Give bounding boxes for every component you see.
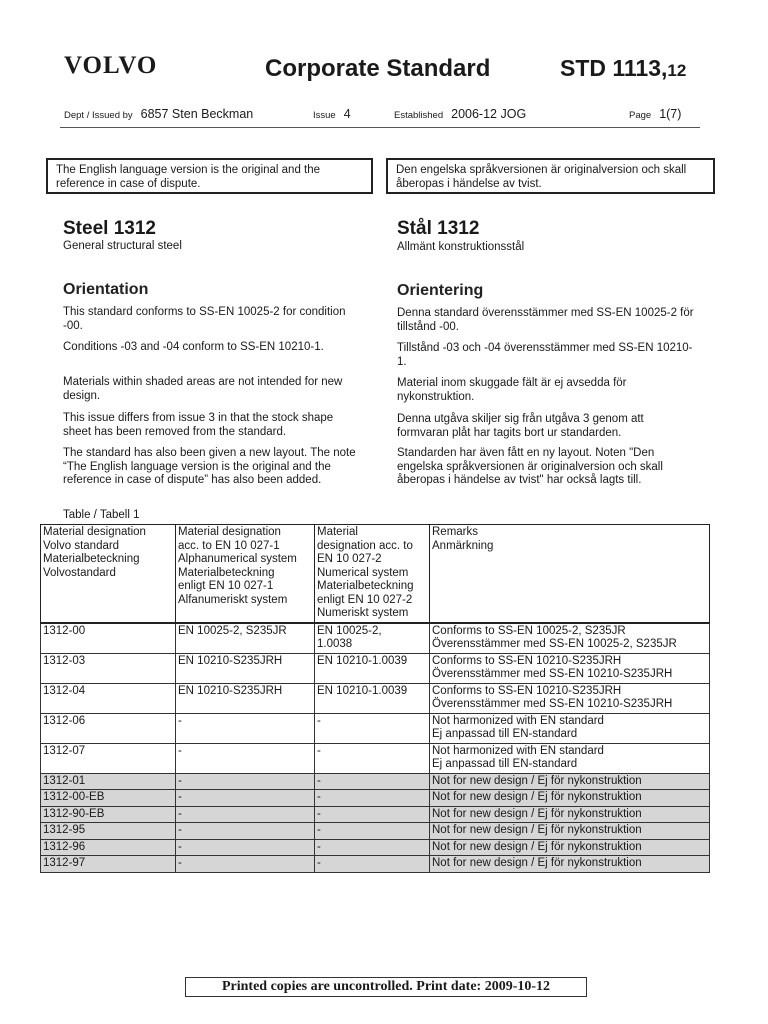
cell-designation-volvo: 1312-95 [41,823,176,840]
paragraph-en-5: The standard has also been given a new layout. The note “The English language version is the original and the reference in case of dispute” has also been added. [63,447,356,486]
dept-info [64,107,253,121]
cell-designation-volvo: 1312-07 [41,743,176,773]
table-header-row [41,525,710,623]
title-sv: Stål 1312 [397,218,480,239]
cell-designation-numerical: - [315,823,430,840]
paragraph-en-4: This issue differs from issue 3 in that the stock shape sheet has been removed from the standard. [63,412,334,438]
orientation-heading-sv: Orientering [397,282,484,299]
page-info [629,107,681,121]
cell-designation-numerical: - [315,839,430,856]
page-label: Page [629,110,652,121]
cell-designation-numerical: - [315,713,430,743]
cell-designation-numerical: - [315,743,430,773]
cell-designation-alphanumeric: - [176,713,315,743]
paragraph-sv-5: Standarden har även fått en ny layout. Noten "Den engelska språkversionen är originalversion och skall åberopas i händelse av tvist" har också lagts till. [397,447,663,486]
cell-designation-numerical: - [315,806,430,823]
header-divider [60,127,700,128]
standard-version: 12 [667,61,687,80]
table-row-shaded [41,790,710,807]
cell-designation-numerical: - [315,773,430,790]
page-value: 1(7) [659,107,682,121]
cell-designation-numerical: EN 10210-1.0039 [315,683,430,713]
cell-designation-volvo: 1312-00-EB [41,790,176,807]
table-row-shaded [41,856,710,873]
document-type-title: Corporate Standard [265,55,491,82]
cell-remarks: Not for new design / Ej för nykonstruktion [430,839,710,856]
table-row [41,683,710,713]
cell-remarks: Not for new design / Ej för nykonstruktion [430,823,710,840]
cell-designation-alphanumeric: EN 10025-2, S235JR [176,623,315,654]
cell-designation-alphanumeric: - [176,806,315,823]
cell-designation-volvo: 1312-06 [41,713,176,743]
table-row-shaded [41,806,710,823]
cell-designation-volvo: 1312-04 [41,683,176,713]
subtitle-sv: Allmänt konstruktionsstål [397,241,525,253]
orientation-heading-en: Orientation [63,281,149,298]
established-info [394,107,526,121]
cell-designation-numerical: - [315,790,430,807]
dept-value: 6857 Sten Beckman [140,107,254,121]
paragraph-sv-4: Denna utgåva skiljer sig från utgåva 3 genom att formvaran plåt har tagits bort ur standarden. [397,413,644,439]
cell-remarks: Not for new design / Ej för nykonstruktion [430,773,710,790]
table-caption: Table / Tabell 1 [63,509,140,521]
cell-remarks: Not harmonized with EN standard Ej anpassad till EN-standard [430,743,710,773]
established-label: Established [394,110,444,121]
table-row [41,713,710,743]
header-designation-alphanumeric: Material designation acc. to EN 10 027-1 Alphanumerical system Materialbeteckning enligt EN 10 027-1 Alfanumeriskt system [176,525,315,623]
volvo-logo: VOLVO [64,52,158,79]
standard-number [560,55,686,82]
standard-number-text: STD 1113, [560,55,668,81]
cell-designation-numerical: EN 10210-1.0039 [315,653,430,683]
cell-remarks: Conforms to SS-EN 10210-S235JRH Överensstämmer med SS-EN 10210-S235JRH [430,653,710,683]
cell-designation-volvo: 1312-97 [41,856,176,873]
issue-info [313,107,351,121]
cell-remarks: Not for new design / Ej för nykonstruktion [430,790,710,807]
cell-designation-alphanumeric: - [176,839,315,856]
paragraph-en-2: Conditions -03 and -04 conform to SS-EN 10210-1. [63,341,324,353]
cell-remarks: Conforms to SS-EN 10210-S235JRH Överensstämmer med SS-EN 10210-S235JRH [430,683,710,713]
cell-designation-numerical: - [315,856,430,873]
cell-designation-volvo: 1312-96 [41,839,176,856]
header-designation-numerical: Material designation acc. to EN 10 027-2 Numerical system Materialbeteckning enligt EN 10 027-2 Numeriskt system [315,525,430,623]
table-row-shaded [41,773,710,790]
issue-label: Issue [313,110,336,121]
table-row-shaded [41,823,710,840]
cell-designation-alphanumeric: - [176,773,315,790]
issue-value: 4 [343,107,351,121]
cell-remarks: Conforms to SS-EN 10025-2, S235JR Överensstämmer med SS-EN 10025-2, S235JR [430,623,710,654]
cell-designation-alphanumeric: EN 10210-S235JRH [176,653,315,683]
paragraph-sv-1: Denna standard överensstämmer med SS-EN 10025-2 för tillstånd -00. [397,307,694,333]
table-row [41,653,710,683]
title-en: Steel 1312 [63,218,156,239]
cell-designation-numerical: EN 10025-2, 1.0038 [315,623,430,654]
header-remarks: Remarks Anmärkning [430,525,710,623]
cell-designation-volvo: 1312-00 [41,623,176,654]
print-notice: Printed copies are uncontrolled. Print date: 2009-10-12 [185,977,587,997]
cell-designation-alphanumeric: - [176,856,315,873]
cell-designation-alphanumeric: - [176,743,315,773]
cell-designation-volvo: 1312-90-EB [41,806,176,823]
material-table [40,524,710,873]
cell-remarks: Not for new design / Ej för nykonstruktion [430,806,710,823]
established-value: 2006-12 JOG [451,107,527,121]
language-notice-en: The English language version is the original and the reference in case of dispute. [46,158,373,194]
table-row [41,623,710,654]
subtitle-en: General structural steel [63,240,182,252]
cell-designation-alphanumeric: - [176,790,315,807]
table-row [41,743,710,773]
cell-remarks: Not for new design / Ej för nykonstruktion [430,856,710,873]
cell-remarks: Not harmonized with EN standard Ej anpassad till EN-standard [430,713,710,743]
header-designation-volvo: Material designation Volvo standard Materialbeteckning Volvostandard [41,525,176,623]
paragraph-sv-3: Material inom skuggade fält är ej avsedda för nykonstruktion. [397,377,627,403]
table-row-shaded [41,839,710,856]
cell-designation-alphanumeric: - [176,823,315,840]
dept-label: Dept / Issued by [64,110,133,121]
paragraph-en-1: This standard conforms to SS-EN 10025-2 for condition -00. [63,306,346,332]
paragraph-en-3: Materials within shaded areas are not intended for new design. [63,376,343,402]
language-notice-sv: Den engelska språkversionen är originalversion och skall åberopas i händelse av tvist. [386,158,715,194]
paragraph-sv-2: Tillstånd -03 och -04 överensstämmer med SS-EN 10210-1. [397,342,693,368]
cell-designation-volvo: 1312-01 [41,773,176,790]
cell-designation-volvo: 1312-03 [41,653,176,683]
cell-designation-alphanumeric: EN 10210-S235JRH [176,683,315,713]
